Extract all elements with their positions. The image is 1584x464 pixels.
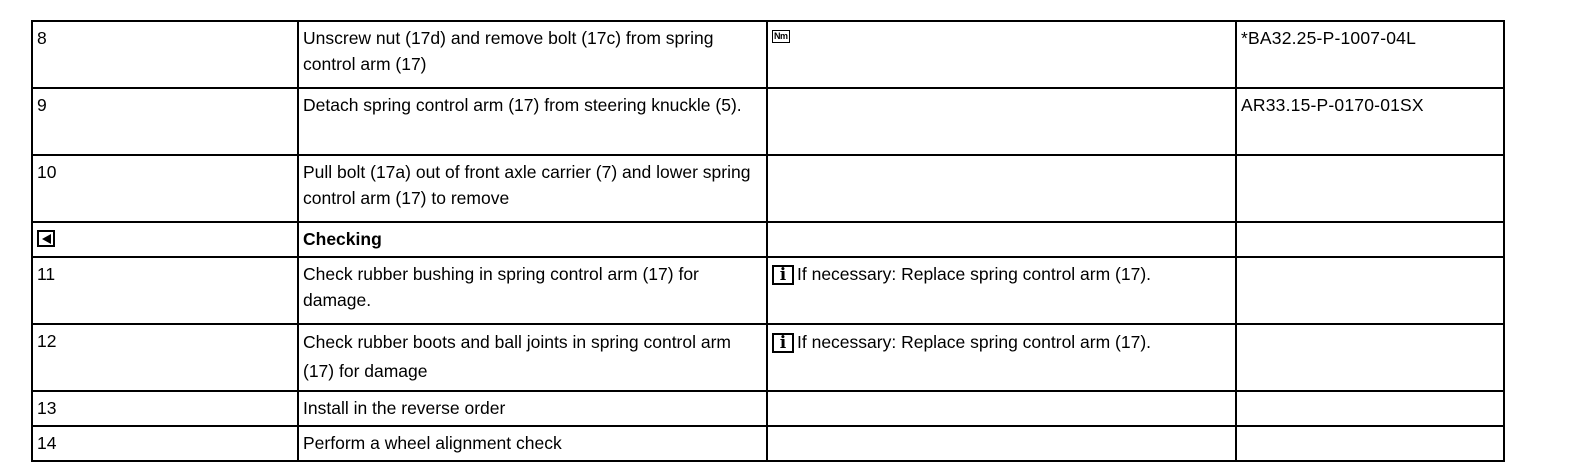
step-note bbox=[767, 21, 1236, 88]
step-note bbox=[767, 88, 1236, 155]
left-arrow-icon bbox=[37, 230, 55, 247]
table-row bbox=[32, 21, 1504, 88]
reference-link[interactable]: *BA32.25-P-1007-04L bbox=[1236, 21, 1504, 88]
reference-link[interactable]: AR33.15-P-0170-01SX bbox=[1236, 88, 1504, 155]
section-row bbox=[32, 222, 1504, 257]
reference-link bbox=[1236, 324, 1504, 391]
table-row bbox=[32, 324, 1504, 391]
step-note bbox=[767, 426, 1236, 461]
step-description: Install in the reverse order bbox=[298, 391, 767, 426]
reference-link bbox=[1236, 155, 1504, 222]
section-heading: Checking bbox=[298, 222, 767, 257]
step-number: 13 bbox=[32, 391, 298, 426]
step-description: Check rubber bushing in spring control arm (17) for damage. bbox=[298, 257, 767, 324]
step-number: 12 bbox=[32, 324, 298, 391]
reference-link bbox=[1236, 222, 1504, 257]
procedure-table bbox=[31, 20, 1505, 462]
step-number: 11 bbox=[32, 257, 298, 324]
reference-link bbox=[1236, 426, 1504, 461]
table-row bbox=[32, 426, 1504, 461]
step-number: 14 bbox=[32, 426, 298, 461]
step-marker bbox=[32, 222, 298, 257]
step-description: Detach spring control arm (17) from steering knuckle (5). bbox=[298, 88, 767, 155]
step-note bbox=[767, 324, 1236, 391]
reference-link bbox=[1236, 391, 1504, 426]
table-row bbox=[32, 391, 1504, 426]
step-number: 10 bbox=[32, 155, 298, 222]
step-note bbox=[767, 222, 1236, 257]
step-description: Check rubber boots and ball joints in spring control arm (17) for damage bbox=[298, 324, 767, 391]
step-note bbox=[767, 391, 1236, 426]
step-description: Pull bolt (17a) out of front axle carrier (7) and lower spring control arm (17) to remove bbox=[298, 155, 767, 222]
table-row bbox=[32, 88, 1504, 155]
step-note bbox=[767, 155, 1236, 222]
table-row bbox=[32, 257, 1504, 324]
step-note bbox=[767, 257, 1236, 324]
torque-nm-icon[interactable]: Nm bbox=[774, 31, 788, 41]
step-description: Perform a wheel alignment check bbox=[298, 426, 767, 461]
step-number: 8 bbox=[32, 21, 298, 88]
note-text: If necessary: Replace spring control arm (17). bbox=[797, 332, 1152, 352]
step-description: Unscrew nut (17d) and remove bolt (17c) from spring control arm (17) bbox=[298, 21, 767, 88]
step-number: 9 bbox=[32, 88, 298, 155]
note-text: If necessary: Replace spring control arm (17). bbox=[797, 264, 1152, 284]
info-icon[interactable]: i bbox=[772, 333, 794, 353]
reference-link bbox=[1236, 257, 1504, 324]
info-icon[interactable]: i bbox=[772, 265, 794, 285]
table-row bbox=[32, 155, 1504, 222]
